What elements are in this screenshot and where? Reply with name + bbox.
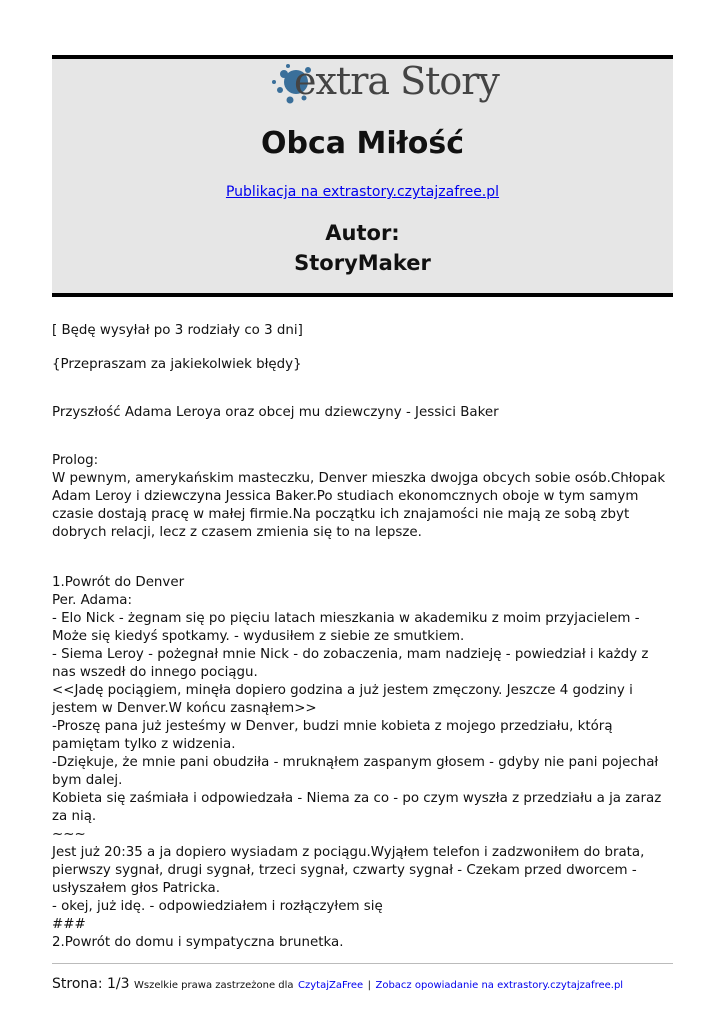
chapter-line: - Siema Leroy - pożegnał mnie Nick - do zobaczenia, mam nadzieję - powiedział i każdy z <box>52 647 649 662</box>
rights-text: Wszelkie prawa zastrzeżone dla <box>134 980 294 991</box>
chapter-line: bym dalej. <box>52 773 123 788</box>
story-link[interactable]: Zobacz opowiadanie na extrastory.czytajzafree.pl <box>375 980 624 991</box>
author-label: Autor: <box>325 221 400 245</box>
chapter-line: Może się kiedyś spotkamy. - wydusiłem z siebie ze smutkiem. <box>52 629 465 644</box>
site-link[interactable]: CzytajZaFree <box>298 980 364 991</box>
chapter-line: Kobieta się zaśmiała i odpowiedzała - Niema za co - po czym wyszła z przedziału a ja zaraz <box>52 791 662 806</box>
chapter-line: 2.Powrót do domu i sympatyczna brunetka. <box>52 935 344 950</box>
publication-link[interactable]: Publikacja na extrastory.czytajzafree.pl <box>225 184 500 200</box>
chapter-line: -Dziękuje, że mnie pani obudziła - mruknąłem zaspanym głosem - gdyby nie pani pojechał <box>52 755 659 770</box>
note-line: [ Będę wysyłał po 3 rodziały co 3 dni] <box>52 323 303 338</box>
chapter-line: za nią. <box>52 809 97 824</box>
footer-divider <box>52 963 673 964</box>
chapter-line: - okej, już idę. - odpowiedziałem i rozłączyłem się <box>52 899 383 914</box>
chapter-line: Jest już 20:35 a ja dopiero wysiadam z pociągu.Wyjąłem telefon i zadzwoniłem do brata, <box>52 845 645 860</box>
prolog-line: czasie dostają pracę w małej firmie.Na początku ich znajamości nie mają ze sobą zbyt <box>52 507 630 522</box>
chapter-line: ### <box>52 917 86 932</box>
chapter-line: usłyszałem głos Patricka. <box>52 881 220 896</box>
footer-separator: | <box>367 980 372 991</box>
chapter-line: - Elo Nick - żegnam się po pięciu latach mieszkania w akademiku z moim przyjacielem - <box>52 611 640 626</box>
chapter-line: pamiętam tylko z widzenia. <box>52 737 236 752</box>
chapter-line: 1.Powrót do Denver <box>52 575 185 590</box>
prolog-line: W pewnym, amerykańskim masteczku, Denver mieszka dwojga obcych sobie osób.Chłopak <box>52 471 666 486</box>
chapter-line: pierwszy sygnał, drugi sygnał, trzeci sygnał, czwarty sygnał - Czekam przed dworcem - <box>52 863 637 878</box>
logo-text: extra Story <box>294 59 499 103</box>
page-number: Strona: 1/3 <box>52 976 130 992</box>
document-title: Obca Miłość <box>261 126 464 161</box>
chapter-line: ~~~ <box>52 827 86 842</box>
page-footer <box>52 974 692 996</box>
prolog-line: Adam Leroy i dziewczyna Jessica Baker.Po studiach ekonomcznych oboje w tym samym <box>52 489 639 504</box>
prolog-line: dobrych relacji, lecz z czasem zmienia się to na lepsze. <box>52 525 422 540</box>
author-name: StoryMaker <box>294 251 431 275</box>
story-content <box>52 322 677 952</box>
chapter-section <box>52 574 677 952</box>
chapter-line: jestem w Denver.W końcu zasnąłem>> <box>52 701 317 716</box>
chapter-line: -Proszę pana już jesteśmy w Denver, budzi mnie kobieta z mojego przedziału, którą <box>52 719 613 734</box>
note-line: {Przepraszam za jakiekolwiek błędy} <box>52 357 302 372</box>
prolog-section <box>52 452 677 542</box>
chapter-line: <<Jadę pociągiem, minęła dopiero godzina a już jestem zmęczony. Jeszcze 4 godziny i <box>52 683 633 698</box>
prolog-line: Prolog: <box>52 453 99 468</box>
chapter-line: Per. Adama: <box>52 593 133 608</box>
chapter-line: nas wszedł do innego pociągu. <box>52 665 258 680</box>
summary-line: Przyszłość Adama Leroya oraz obcej mu dziewczyny - Jessici Baker <box>52 405 499 420</box>
